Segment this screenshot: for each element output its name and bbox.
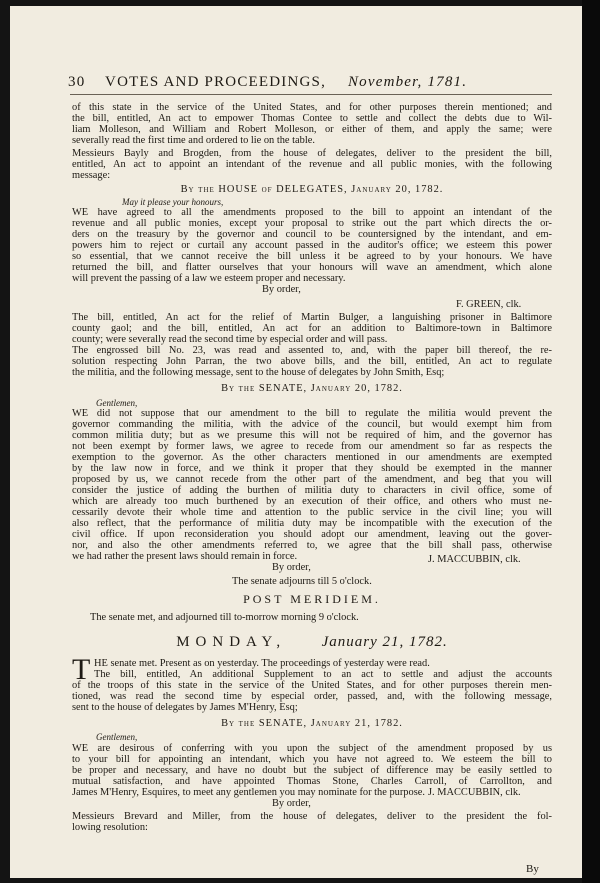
text-line: severally read the first time and ordered to lie on the table. (72, 135, 315, 146)
text-line: returned the bill, and flatter ourselves that your honours will wave an amendment, which alone (72, 262, 552, 273)
day-name: MONDAY, (176, 634, 287, 650)
salutation: Gentlemen, (96, 398, 138, 408)
text-line: not been exempt by former laws, we agree to recede from our amendment so far as respects the (72, 441, 552, 452)
by-order: By order, (272, 562, 311, 573)
text-line: mutual satisfaction, and have appointed Thomas Stone, Charles Carroll, of Carrollton, and (72, 776, 552, 787)
clerk-signature: F. GREEN, clk. (456, 299, 522, 310)
header-title: VOTES AND PROCEEDINGS, (105, 74, 327, 90)
text-line: civil office. If upon reconsideration you should adopt our amendment, leaving out the gover- (72, 529, 552, 540)
clerk-signature: J. MACCUBBIN, clk. (428, 554, 521, 565)
text-line: county gaol; and the bill, entitled, An act for an addition to Baltimore-town in Baltimore (72, 323, 552, 334)
salutation: May it please your honours, (122, 197, 224, 207)
text-line: The engrossed bill No. 23, was read and assented to, and, with the paper bill thereof, the re- (72, 345, 552, 356)
text-line: powers him to reject or curtail any account passed in the auditor's office; we esteem this power (72, 240, 552, 251)
text-line: the militia, and the following message, sent to the house of delegates by John Smith, Esq; (72, 367, 445, 378)
day-heading (72, 634, 552, 651)
text-line: common militia duty; but as we presume this will not be required of him, and the governor has (72, 430, 552, 441)
text-line: entitled, An act to appoint an intendant of the revenue and all public monies, with the following (72, 159, 552, 170)
message-heading: By the HOUSE of DELEGATES, January 20, 1782. (180, 184, 444, 195)
text-line: will prevent the passing of a law we esteem proper and necessary. (72, 273, 346, 284)
text-line: WE did not suppose that our amendment to the bill to regulate the militia would prevent the (72, 408, 552, 419)
text-line: message: (72, 170, 111, 181)
text-line: lowing resolution: (72, 822, 148, 833)
text-line: county; were severally read the second time by especial order and will pass. (72, 334, 388, 345)
day-date: January 21, 1782. (321, 634, 448, 650)
drop-cap: T (72, 653, 91, 686)
text-line: Messieurs Bayly and Brogden, from the house of delegates, deliver to the president the bill, (72, 148, 552, 159)
text-line: we had rather the present laws should remain in force. (72, 551, 298, 562)
by-order: By order, (272, 798, 311, 809)
text-line: consider the justice of adding the burthen of militia duty to characters in civil office, some of (72, 485, 552, 496)
text-line: be proper and necessary, and have no doubt but the subject of difference may be easily settled to (72, 765, 552, 776)
message-heading: By the SENATE, January 21, 1782. (221, 718, 403, 729)
text-line: WE have agreed to all the amendments proposed to the bill to appoint an intendant of the (72, 207, 552, 218)
catchword: By (526, 863, 539, 875)
text-line: The bill, entitled, An act for the relief of Martin Bulger, a languishing prisoner in Baltimore (72, 312, 552, 323)
text-line: so essential, that we cannot receive the bill unless it be agreed to by your honours. We have (72, 251, 552, 262)
text-line: Messieurs Brevard and Miller, from the house of delegates, deliver to the president the fol- (72, 811, 552, 822)
text-line: James M'Henry, Esquires, to meet any gentlemen you may nominate for the purpose. (72, 787, 425, 798)
text-line: liam Molleson, and William and Robert Molleson, or either of them, and apply the same; were (72, 124, 552, 135)
text-line: also reflect, that the performance of militia duty may be incompatible with the execution of the (72, 518, 552, 529)
text-line: WE are desirous of conferring with you upon the subject of the amendment proposed by us (72, 743, 552, 754)
text-line: by the law now in force, and we think it proper that they should be exempted in the manner (72, 463, 552, 474)
scan-edge (582, 0, 600, 883)
text-line: governor commanding the militia, with the advice of the council, but would exempt him from (72, 419, 552, 430)
text-line: sent to the house of delegates by James M'Henry, Esq; (72, 702, 298, 713)
header-rule (70, 94, 552, 95)
text-line: revenue and all public monies, except your proposal to strike out the part which directs the or- (72, 218, 552, 229)
header-date: November, 1781. (347, 74, 468, 90)
by-order: By order, (262, 284, 301, 295)
text-line: to your bill for appointing an intendant, which you have not agreed to. We esteem the bill to (72, 754, 552, 765)
text-line: The senate met, and adjourned till to-morrow morning 9 o'clock. (90, 612, 359, 623)
salutation: Gentlemen, (96, 732, 138, 742)
text-line: the bill, entitled, An act to empower Thomas Contee to settle and collect the debts due to Wil- (72, 113, 552, 124)
text-line: cessarily devote their whole time and attention to the public service in the civil line; you will (72, 507, 552, 518)
clerk-signature: J. MACCUBBIN, clk. (428, 787, 521, 798)
message-heading: By the SENATE, January 20, 1782. (221, 383, 403, 394)
text-line: exemption to the governor. As the other characters mentioned in our amendments are exempted (72, 452, 552, 463)
text-line: which are already too much burthened by an execution of their office, and others who must ne- (72, 496, 552, 507)
page-number: 30 (68, 74, 86, 90)
text-line: nor, and also the other amendments referred to, we agree that the bill shall pass, otherwise (72, 540, 552, 551)
session-heading: POST MERIDIEM. (243, 592, 381, 606)
text-line: HE senate met. Present as on yesterday. The proceedings of yesterday were read. (94, 658, 430, 669)
text-line: ders on the treasury by the governor and council to be countersigned by the intendant, and em- (72, 229, 552, 240)
text-line: of this state in the service of the United States, and for other purposes therein mentioned; and (72, 102, 552, 113)
text-line: proposed by us, we cannot recede from the other part of the amendment, and beg that you will (72, 474, 552, 485)
text-line: tioned, was read the second time by especial order, passed, and, with the following message, (72, 691, 552, 702)
text-line: The bill, entitled, An additional Supplement to an act to settle and adjust the accounts (94, 669, 552, 680)
adjournment-note: The senate adjourns till 5 o'clock. (232, 576, 372, 587)
running-header (68, 74, 552, 91)
text-line: of the troops of this state in the service of the United States, and for other purposes therein men- (72, 680, 552, 691)
text-line: solution respecting John Parran, the two above bills, and the bill, entitled, An act to regulate (72, 356, 552, 367)
document-page (10, 6, 582, 878)
